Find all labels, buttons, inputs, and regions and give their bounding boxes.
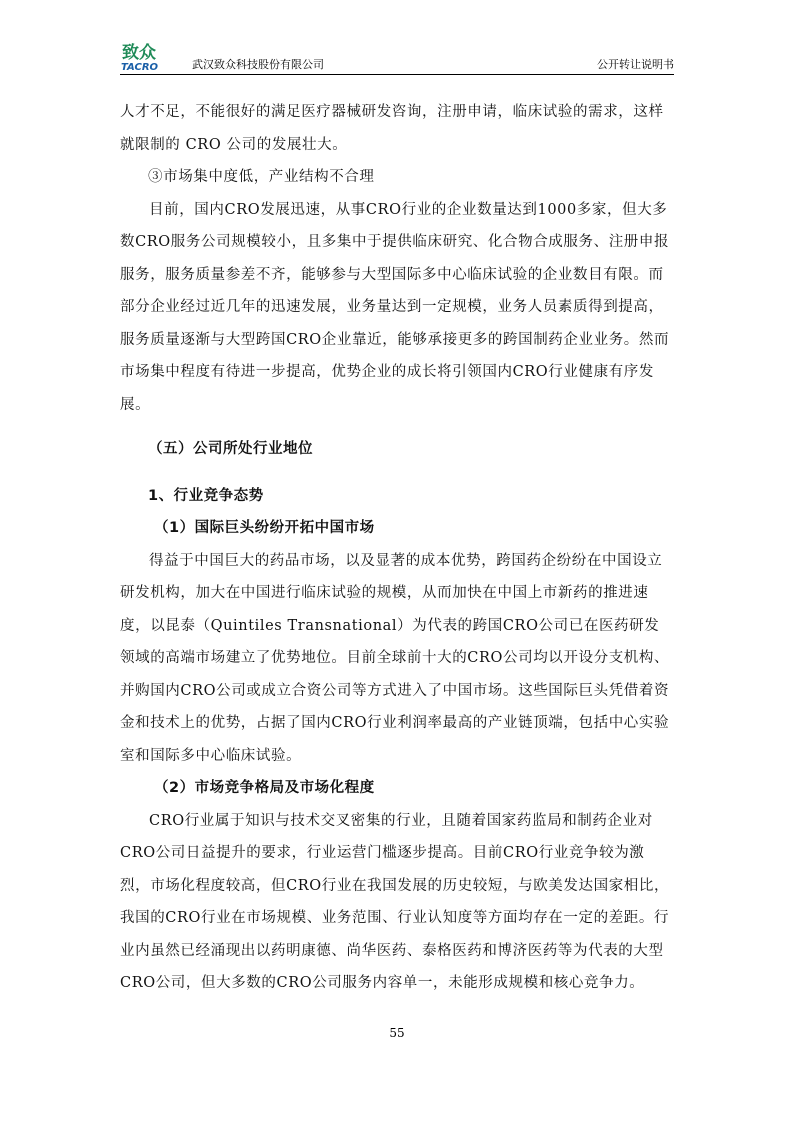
svg-text:致众: 致众	[122, 43, 156, 63]
page-number: 55	[389, 1026, 405, 1040]
subsection-heading: 1、行业竞争态势	[148, 487, 264, 504]
svg-text:TACRO: TACRO	[121, 62, 159, 72]
document-title: 公开转让说明书	[597, 58, 674, 71]
page-body	[120, 96, 674, 1000]
list-item-3: ③市场集中度低，产业结构不合理	[148, 169, 375, 185]
paragraph: 目前，国内CRO发展迅速，从事CRO行业的企业数量达到1000多家，但大多数CRO服务公司规模较小，且多集中于提供临床研究、化合物合成服务、注册申报服务，服务质量参差不齐，能够参与大型国际多中心临床试验的企业数目有限。而部分企业经过近几年的迅速发展，业务量达到一定规模，业务人员素质得到提高，服务质量逐渐与大型跨国CRO企业靠近，能够承接更多的跨国制药企业业务。然而市场集中程度有待进一步提高，优势企业的成长将引领国内CRO行业健康有序发展。	[120, 201, 670, 413]
company-name: 武汉致众科技股份有限公司	[192, 58, 324, 71]
section-heading: （五）公司所处行业地位	[148, 441, 313, 457]
paragraph: 人才不足，不能很好的满足医疗器械研发咨询，注册申请，临床试验的需求，这样就限制的 CRO 公司的发展壮大。	[120, 104, 664, 153]
subsubsection-heading: （1）国际巨头纷纷开拓中国市场	[154, 520, 375, 536]
page-header	[120, 40, 674, 75]
subsubsection-heading: （2）市场竞争格局及市场化程度	[154, 780, 375, 796]
company-logo	[120, 42, 186, 72]
paragraph: CRO行业属于知识与技术交叉密集的行业，且随着国家药监局和制药企业对CRO公司日益提升的要求，行业运营门槛逐步提高。目前CRO行业竞争较为激烈，市场化程度较高，但CRO行业在我国发展的历史较短，与欧美发达国家相比，我国的CRO行业在市场规模、业务范围、行业认知度等方面均存在一定的差距。行业内虽然已经涌现出以药明康德、尚华医药、泰格医药和博济医药等为代表的大型CRO公司，但大多数的CRO公司服务内容单一，未能形成规模和核心竞争力。	[120, 812, 670, 991]
paragraph: 得益于中国巨大的药品市场，以及显著的成本优势，跨国药企纷纷在中国设立研发机构，加大在中国进行临床试验的规模，从而加快在中国上市新药的推进速度，以昆泰（Quintiles Transnational）为代表的跨国CRO公司已在医药研发领域的高端市场建立了优势地位。目前全球前十大的CRO公司均以开设分支机构、并购国内CRO公司或成立合资公司等方式进入了中国市场。这些国际巨头凭借着资金和技术上的优势，占据了国内CRO行业利润率最高的产业链顶端，包括中心实验室和国际多中心临床试验。	[120, 552, 670, 764]
